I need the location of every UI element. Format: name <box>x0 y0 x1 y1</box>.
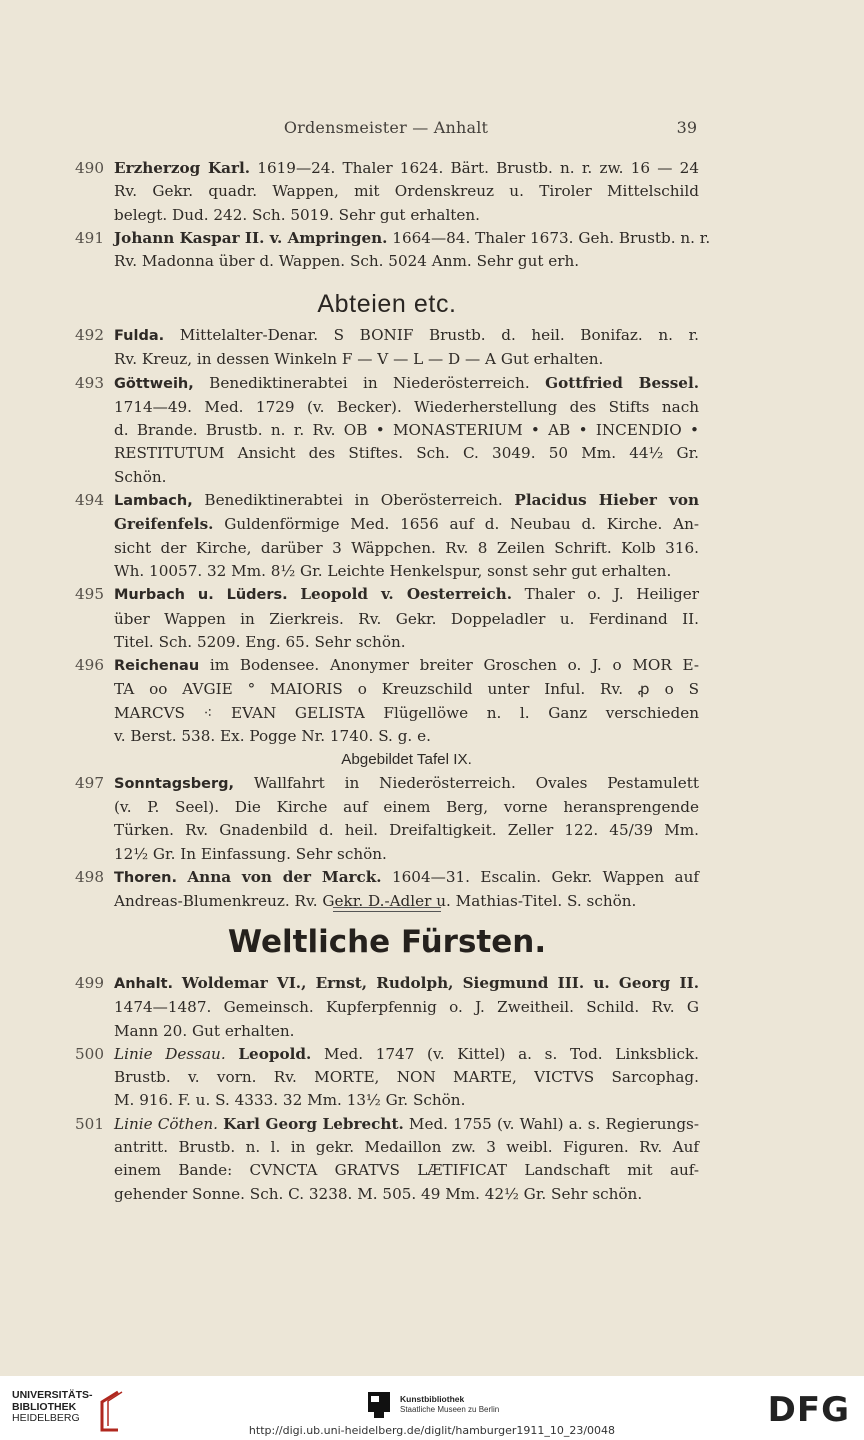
entry-line-italic: Linie Dessau. <box>114 1044 226 1063</box>
entry-name: Placidus Hieber von <box>514 491 699 510</box>
entry-line <box>114 372 699 396</box>
entry-text <box>173 974 182 992</box>
kb-title: Kunstbibliothek <box>400 1394 465 1404</box>
entry-number: 499 <box>75 974 104 992</box>
entry-number: 495 <box>75 585 104 604</box>
entry-text: Thaler o. J. Heiliger <box>511 585 699 604</box>
entry-line-italic: Linie Cöthen. <box>114 1114 218 1133</box>
entry-text: 1714—49. Med. 1729 (v. Becker). Wiederherstellung des Stifts nach <box>114 397 699 416</box>
entry-name: Leopold v. Oesterreich. <box>300 585 512 604</box>
entry-line <box>114 396 699 419</box>
entry-number: 501 <box>75 1114 104 1133</box>
entry-text: MARCVS ⁖ EVAN GELISTA Flügellöwe n. l. Ganz verschieden <box>114 703 699 722</box>
entry-place: Fulda. <box>114 328 165 344</box>
divider-rule <box>333 911 441 912</box>
entry-line <box>114 513 699 536</box>
entry-text: v. Berst. 538. Ex. Pogge Nr. 1740. S. g. e. <box>114 727 431 746</box>
catalogue-entry <box>75 1043 699 1113</box>
entry-line <box>114 1113 699 1136</box>
entry-place: Reichenau <box>114 658 200 675</box>
entry-text: (v. P. Seel). Die Kirche auf einem Berg, vorne heransprengende <box>114 797 699 816</box>
entry-place: Thoren. <box>114 869 177 886</box>
entry-line <box>114 1089 699 1112</box>
entry-text: Mittelalter-Denar. S BONIF Brustb. d. heil. Bonifaz. n. r. <box>164 326 699 344</box>
entry-place: Murbach u. Lüders. <box>114 587 288 604</box>
source-url[interactable]: http://digi.ub.uni-heidelberg.de/diglit/hamburger1911_10_23/0048 <box>248 1424 616 1437</box>
entry-line <box>114 631 699 654</box>
entry-line <box>114 157 699 180</box>
entry-text: M. 916. F. u. S. 4333. 32 Mm. 13½ Gr. Schön. <box>114 1091 466 1110</box>
catalogue-entry <box>75 1113 699 1206</box>
entry-number: 494 <box>75 491 104 510</box>
running-head <box>75 118 697 142</box>
divider-rule <box>333 907 441 908</box>
entry-text: 12½ Gr. In Einfassung. Sehr schön. <box>114 844 387 863</box>
entry-text: 1619—24. Thaler 1624. Bärt. Brustb. n. r. zw. 16 — 24 <box>250 159 700 177</box>
entry-text: Rv. Gekr. quadr. Wappen, mit Ordenskreuz u. Tiroler Mittelschild <box>114 182 699 201</box>
entry-name: Woldemar VI., Ernst, Rudolph, Siegmund III. u. Georg II. <box>181 974 699 992</box>
catalogue-entry <box>75 654 699 771</box>
entry-line <box>114 489 699 513</box>
entry-line <box>114 1020 699 1043</box>
entry-line <box>114 843 699 866</box>
entry-line <box>114 324 699 348</box>
entry-line <box>114 204 699 227</box>
entry-number: 496 <box>75 656 104 675</box>
entry-name: Erzherzog Karl. <box>114 159 251 177</box>
entry-line <box>114 772 699 796</box>
entry-text: Rv. Madonna über d. Wappen. Sch. 5024 Anm. Sehr gut erh. <box>114 252 580 271</box>
entry-number: 491 <box>75 228 104 247</box>
entry-line <box>114 537 699 560</box>
entry-line <box>114 348 699 371</box>
entry-name: Karl Georg Lebrecht. <box>223 1114 404 1133</box>
page-number: 39 <box>676 118 697 137</box>
entry-line <box>114 654 699 678</box>
entry-line <box>114 1043 699 1066</box>
entry-line <box>114 1066 699 1089</box>
entry-line <box>114 608 699 631</box>
entry-line <box>114 1183 699 1206</box>
entry-line <box>114 227 711 250</box>
entry-line <box>114 466 699 489</box>
entry-text: Rv. Kreuz, in dessen Winkeln F — V — L — D — A Gut erhalten. <box>114 350 604 369</box>
catalogue-entry <box>75 227 711 274</box>
entry-line <box>114 702 699 725</box>
entry-line <box>114 866 699 890</box>
entry-text: belegt. Dud. 242. Sch. 5019. Sehr gut erhalten. <box>114 205 481 224</box>
entry-number: 492 <box>75 326 104 344</box>
entry-line <box>114 442 699 465</box>
entry-line <box>114 796 699 819</box>
entry-number: 500 <box>75 1044 104 1063</box>
entry-number: 493 <box>75 373 104 392</box>
entry-text: RESTITUTUM Ansicht des Stiftes. Sch. C. 3049. 50 Mm. 44½ Gr. <box>114 444 699 463</box>
entry-text: gehender Sonne. Sch. C. 3238. M. 505. 49 Mm. 42½ Gr. Sehr schön. <box>114 1184 643 1203</box>
entry-text: 1664—84. Thaler 1673. Geh. Brustb. n. r. <box>387 228 711 247</box>
entry-line <box>114 819 699 842</box>
entry-text: 1474—1487. Gemeinsch. Kupferpfennig o. J. Zweitheil. Schild. Rv. G <box>114 998 699 1017</box>
entry-text: sicht der Kirche, darüber 3 Wäppchen. Rv. 8 Zeilen Schrift. Kolb 316. <box>114 538 699 557</box>
entry-place: Anhalt. <box>114 976 174 992</box>
entry-text: 1604—31. Escalin. Gekr. Wappen auf <box>381 867 700 886</box>
entry-text: Andreas-Blumenkreuz. Rv. Gekr. D.-Adler u. Mathias-Titel. S. schön. <box>114 892 637 911</box>
entry-number: 497 <box>75 773 104 792</box>
catalogue-entry <box>75 324 699 372</box>
entry-place: Göttweih, <box>114 375 194 392</box>
ub-heidelberg-logo[interactable] <box>12 1390 122 1432</box>
entry-text: Wh. 10057. 32 Mm. 8½ Gr. Leichte Henkelspur, sonst sehr gut erhalten. <box>114 561 672 580</box>
entry-line <box>114 180 699 203</box>
kunstbibliothek-icon <box>368 1392 390 1418</box>
catalogue-entry <box>75 157 699 227</box>
entry-text: im Bodensee. Anonymer breiter Groschen o. J. o MOR E- <box>199 656 699 675</box>
section-heading-weltliche: Weltliche Fürsten. <box>227 924 547 960</box>
entry-place: Sonntagsberg, <box>114 775 235 792</box>
library-name: UNIVERSITÄTS- BIBLIOTHEK HEIDELBERG <box>12 1389 93 1424</box>
entry-line <box>114 890 699 913</box>
entry-text <box>226 1045 239 1063</box>
entry-text: antritt. Brustb. n. l. in gekr. Medaillon zw. 3 weibl. Figuren. Rv. Auf <box>114 1138 699 1157</box>
section-heading-abteien: Abteien etc. <box>317 290 457 318</box>
entry-text: Med. 1755 (v. Wahl) a. s. Regierungs- <box>403 1114 699 1133</box>
entry-line <box>114 560 699 583</box>
entry-text: TA oo AVGIE ° MAIORIS o Kreuzschild unter Inful. Rv. ꝓ o S <box>114 680 699 699</box>
entries-weltliche <box>75 972 699 1206</box>
entry-line <box>114 972 699 996</box>
entry-name: Johann Kaspar II. v. Ampringen. <box>114 228 388 247</box>
entry-line <box>114 725 699 748</box>
entry-text: einem Bande: CVNCTA GRATVS LÆTIFICAT Landschaft mit auf- <box>114 1161 699 1180</box>
entry-place: Lambach, <box>114 493 193 510</box>
entry-line <box>114 250 699 273</box>
entry-line <box>114 419 699 442</box>
catalogue-entry <box>75 583 699 654</box>
entries-abteien <box>75 324 699 913</box>
entry-name: Greifenfels. <box>114 515 214 534</box>
catalogue-entry <box>75 489 699 583</box>
entry-line <box>114 996 699 1019</box>
entry-line <box>114 1159 699 1182</box>
entry-text: Med. 1747 (v. Kittel) a. s. Tod. Linksblick. <box>311 1044 699 1063</box>
catalogue-entry <box>75 372 699 489</box>
entries-ordensmeister <box>75 157 711 273</box>
entry-text: Benediktinerabtei in Niederösterreich. <box>193 373 546 392</box>
entry-text: Benediktinerabtei in Oberösterreich. <box>192 491 515 510</box>
ub-bracket-icon <box>96 1390 124 1432</box>
entry-line <box>114 678 699 701</box>
kb-subtitle: Staatliche Museen zu Berlin <box>400 1405 500 1414</box>
catalogue-entry <box>75 772 699 866</box>
entry-text: Mann 20. Gut erhalten. <box>114 1021 295 1040</box>
entry-number: 498 <box>75 867 104 886</box>
entry-name: Gottfried Bessel. <box>545 373 700 392</box>
entry-text: Türken. Rv. Gnadenbild d. heil. Dreifaltigkeit. Zeller 122. 45/39 Mm. <box>114 821 699 840</box>
plate-note: Abgebildet Tafel IX. <box>341 751 472 769</box>
entry-text <box>177 868 187 886</box>
entry-text: Schön. <box>114 467 167 486</box>
dfg-logo[interactable]: DFG <box>767 1390 850 1430</box>
entry-name: Anna von der Marck. <box>187 867 382 886</box>
entry-text: d. Brande. Brustb. n. r. Rv. OB • MONASTERIUM • AB • INCENDIO • <box>114 421 699 440</box>
entry-text: Guldenförmige Med. 1656 auf d. Neubau d. Kirche. An- <box>213 515 699 534</box>
entry-line <box>114 1136 699 1159</box>
entry-text: Brustb. v. vorn. Rv. MORTE, NON MARTE, VICTVS Sarcophag. <box>114 1068 699 1087</box>
entry-text: Titel. Sch. 5209. Eng. 65. Sehr schön. <box>114 632 406 651</box>
entry-text <box>288 585 301 603</box>
catalogue-entry <box>75 972 699 1043</box>
entry-number: 490 <box>75 159 104 177</box>
entry-text: über Wappen in Zierkreis. Rv. Gekr. Doppeladler u. Ferdinand II. <box>114 609 699 628</box>
entry-text: Wallfahrt in Niederösterreich. Ovales Pestamulett <box>234 773 699 792</box>
entry-line <box>114 583 699 607</box>
entry-name: Leopold. <box>238 1044 312 1063</box>
running-head-title: Ordensmeister — Anhalt <box>283 118 489 137</box>
